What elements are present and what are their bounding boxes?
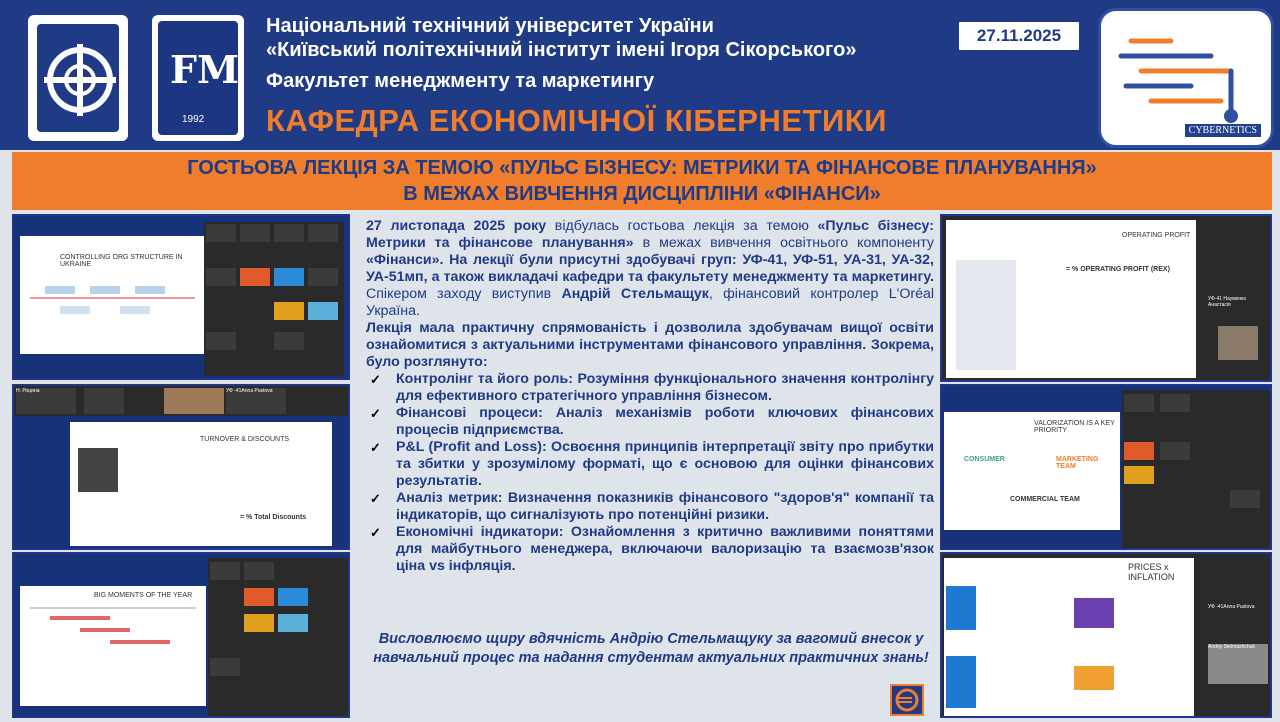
- slide-org-structure: [20, 236, 204, 354]
- participant-tile: УФ -41Anna Pustova: [1208, 604, 1268, 624]
- timeline-diagram: [20, 586, 206, 706]
- cybernetics-logo: [1098, 8, 1274, 148]
- screenshot-left-1: [12, 214, 350, 380]
- article-body: [366, 218, 934, 575]
- checkmark-icon: ✓: [370, 406, 381, 421]
- slide-operating-profit: [946, 220, 1196, 378]
- header: [0, 0, 1280, 150]
- slide-formula: = % OPERATING PROFIT (REX): [1066, 266, 1170, 273]
- slide-title: TURNOVER & DISCOUNTS: [200, 436, 290, 443]
- slide-label-commercial: COMMERCIAL TEAM: [1010, 496, 1080, 503]
- fmm-logo-text: FM: [170, 47, 240, 92]
- participant-tile: УФ-41 Науменко Анастасія: [1208, 296, 1268, 316]
- lecture-banner: [12, 152, 1272, 210]
- article-intro: 27 листопада 2025 року відбулась гостьова лекція за темою «Пульс бізнесу: Метрики та фінансове планування» в межах вивчення освітнього компоненту «Фінанси». На лекції були присутні здобувачі груп: УФ-41, УФ-51, УА-31, УА-32, УА-51мп, а також викладачі кафедри та факультету менеджменту та маркетингу. Спікером заходу виступив Андрій Стельмащук, фінансовий контролер L'Oréal Україна.: [366, 218, 935, 319]
- slide-turnover: [70, 422, 332, 546]
- institute-name: «Київський політехнічний інститут імені Ігоря Сікорського»: [266, 39, 857, 61]
- cybernetics-label: CYBERNETICS: [1185, 124, 1261, 137]
- slide-valorization: [944, 412, 1120, 530]
- slide-title: OPERATING PROFIT: [1122, 232, 1191, 239]
- list-item: ✓ Контролінг та його роль: Розуміння функціонального значення контролінгу для ефективного стратегічного управління бізнесом.: [370, 371, 934, 404]
- slide-formula: = % Total Discounts: [240, 514, 307, 521]
- department-small-logo: [890, 684, 924, 716]
- slide-title: PRICES x INFLATION: [1128, 562, 1175, 582]
- slide-prices-inflation: [944, 558, 1194, 716]
- checkmark-icon: ✓: [370, 525, 381, 540]
- slide-title: CONTROLLING ORG STRUCTURE IN UKRAINE: [60, 254, 183, 268]
- screenshot-right-1: [940, 214, 1272, 382]
- participant-tile-speaker: Andriy Stelmashchuk: [1208, 644, 1268, 684]
- slide-title: BIG MOMENTS OF THE YEAR: [94, 592, 193, 599]
- thanks-note: Висловлюємо щиру вдячність Андрію Стельмащуку за вагомий внесок у навчальний процес та надання студентам актуальних практичних знань!: [373, 631, 929, 666]
- euro-icon: [892, 686, 922, 714]
- video-grid: [208, 558, 348, 716]
- slide-label-marketing: MARKETING TEAM: [1056, 456, 1099, 470]
- slide-title: VALORIZATION IS A KEY PRIORITY: [1034, 420, 1115, 434]
- slide-table: [956, 260, 1016, 370]
- kpi-logo: [28, 15, 128, 141]
- screenshot-right-3: [940, 552, 1272, 718]
- date-badge: 27.11.2025: [957, 20, 1081, 52]
- screenshot-left-3: [12, 552, 350, 718]
- list-item: ✓ P&L (Profit and Loss): Освоєння принципів інтерпретації звіту про прибутки та збитки у зрозумілому форматі, що є основою для оцінки фінансових результатів.: [370, 439, 934, 489]
- department-name: КАФЕДРА ЕКОНОМІЧНОЇ КІБЕРНЕТИКИ: [266, 103, 887, 138]
- article-p2: Лекція мала практичну спрямованість і дозволила здобувачам вищої освіти ознайомитися з актуальними інструментами фінансового управління. Зокрема, було розглянуто:: [366, 320, 934, 370]
- faculty-name: Факультет менеджменту та маркетингу: [266, 70, 655, 92]
- list-item: ✓ Аналіз метрик: Визначення показників фінансового "здоров'я" компанії та індикаторів, що сигналізують про потенційні ризики.: [370, 490, 934, 523]
- checkmark-icon: ✓: [370, 372, 381, 387]
- list-item: ✓ Економічні індикатори: Ознайомлення з критично важливими поняттями для майбутнього менеджера, включаючи валоризацію та взаємозв'язок ціна vs інфляція.: [370, 524, 934, 574]
- participant-tile: УФ -41Anna Pustova: [226, 388, 286, 414]
- participant-tile: Н. Роцина: [16, 388, 76, 414]
- fmm-logo: [152, 15, 244, 141]
- screenshot-right-2: [940, 384, 1272, 550]
- video-strip: [14, 386, 348, 416]
- banner-line2: В МЕЖАХ ВИВЧЕННЯ ДИСЦИПЛІНИ «ФІНАНСИ»: [403, 183, 881, 205]
- checkmark-icon: ✓: [370, 491, 381, 506]
- video-grid: [1122, 390, 1270, 548]
- slide-label-consumer: CONSUMER: [964, 456, 1005, 463]
- list-item: ✓ Фінансові процеси: Аналіз механізмів роботи ключових фінансових процесів підприємства.: [370, 405, 934, 438]
- fmm-logo-year: 1992: [182, 114, 205, 125]
- video-grid: [204, 222, 344, 376]
- kpi-emblem-icon: [37, 24, 123, 136]
- slide-big-moments: [20, 586, 206, 706]
- slide-photo: [78, 448, 118, 492]
- topics-list: [366, 371, 934, 575]
- header-titles: [266, 14, 887, 139]
- banner-line1: ГОСТЬОВА ЛЕКЦІЯ ЗА ТЕМОЮ «ПУЛЬС БІЗНЕСУ: МЕТРИКИ ТА ФІНАНСОВЕ ПЛАНУВАННЯ»: [187, 157, 1097, 179]
- checkmark-icon: ✓: [370, 440, 381, 455]
- screenshot-left-2: [12, 384, 350, 550]
- university-name: Національний технічний університет України: [266, 15, 714, 37]
